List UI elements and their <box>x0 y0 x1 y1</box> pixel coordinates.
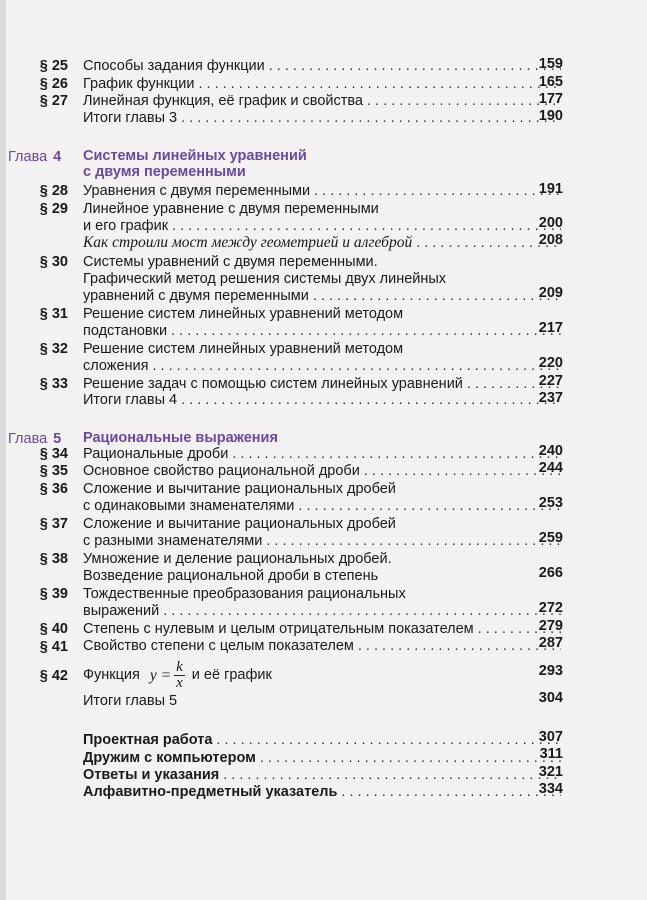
page-number: 311 <box>539 746 563 762</box>
section-number: § 33 <box>39 376 68 392</box>
toc-entry[interactable]: Степень с нулевым и целым отрицательным показателем . . . <box>83 621 565 638</box>
page-number: 227 <box>538 373 563 389</box>
page-number: 177 <box>538 91 563 107</box>
section-number: § 34 <box>39 446 68 462</box>
toc-entry-line[interactable]: Системы уравнений с двумя переменными. <box>83 254 378 270</box>
page-number: 159 <box>538 56 563 72</box>
page-number: 240 <box>538 443 563 459</box>
toc-entry[interactable]: Способы задания функции . . . <box>83 58 565 75</box>
toc-entry[interactable]: сложения . . . <box>83 358 565 375</box>
toc-entry-function[interactable]: Функция y = $\frac{k}{x}$ и её график <box>83 658 272 691</box>
page-number: 220 <box>538 355 563 371</box>
page-number: 209 <box>538 285 563 301</box>
section-number: § 29 <box>39 201 68 217</box>
page-number: 191 <box>538 181 563 197</box>
section-number: § 25 <box>39 58 68 74</box>
toc-entry[interactable]: График функции . . . <box>83 76 565 93</box>
section-number: § 30 <box>39 254 68 270</box>
appendix-entry[interactable]: Проектная работа . . . <box>83 732 565 749</box>
toc-entry-line[interactable]: Умножение и деление рациональных дробей. <box>83 551 392 567</box>
toc-entry[interactable]: Уравнения с двумя переменными . . . <box>83 183 565 200</box>
chapter-title[interactable]: Рациональные выражения <box>83 430 278 446</box>
section-number: § 41 <box>39 639 68 655</box>
formula: y = <box>149 666 172 684</box>
page-number: 237 <box>538 390 563 406</box>
section-number: § 40 <box>39 621 68 637</box>
page-number: 190 <box>538 108 563 124</box>
page-number: 293 <box>538 663 563 679</box>
chapter-summary[interactable]: Итоги главы 3 . . . <box>83 110 565 127</box>
toc-entry[interactable]: Возведение рациональной дроби в степень <box>83 568 379 584</box>
section-number: § 27 <box>39 93 68 109</box>
page-number: 165 <box>538 74 563 90</box>
toc-entry[interactable]: и его график . . . <box>83 218 565 235</box>
page-number: 266 <box>538 565 563 581</box>
page-number: 208 <box>538 232 563 248</box>
section-number: § 26 <box>39 76 68 92</box>
toc-entry-extra[interactable]: Как строили мост между геометрией и алгеброй . . . <box>83 234 565 252</box>
appendix-entry[interactable]: Алфавитно-предметный указатель . . . <box>83 784 565 801</box>
toc-entry[interactable]: выражений . . . <box>83 603 565 620</box>
toc-entry[interactable]: с одинаковыми знаменателями . . . <box>83 498 565 515</box>
chapter-title[interactable]: Системы линейных уравнений с двумя переменными <box>83 148 307 180</box>
section-number: § 32 <box>39 341 68 357</box>
toc-entry[interactable]: с разными знаменателями . . . <box>83 533 565 550</box>
page-number: 307 <box>538 729 563 745</box>
section-number: § 37 <box>39 516 68 532</box>
page-number: 244 <box>538 460 563 476</box>
section-number: § 42 <box>39 668 68 684</box>
toc-entry[interactable]: подстановки . . . <box>83 323 565 340</box>
toc-entry-line[interactable]: Сложение и вычитание рациональных дробей <box>83 516 396 532</box>
page-number: 272 <box>538 600 563 616</box>
toc-entry[interactable]: Решение задач с помощью систем линейных уравнений . . . <box>83 376 565 393</box>
chapter-summary[interactable]: Итоги главы 4 . . . <box>83 392 565 409</box>
page-number: 321 <box>538 764 563 780</box>
section-number: § 38 <box>39 551 68 567</box>
toc-entry[interactable]: Линейная функция, её график и свойства . . . <box>83 93 565 110</box>
toc-entry[interactable]: уравнений с двумя переменными . . . <box>83 288 565 305</box>
section-number: § 35 <box>39 463 68 479</box>
chapter-label: Глава 4 <box>8 149 62 165</box>
page-number: 279 <box>538 618 563 634</box>
toc-entry-line[interactable]: Сложение и вычитание рациональных дробей <box>83 481 396 497</box>
section-number: § 39 <box>39 586 68 602</box>
toc-entry-line[interactable]: Решение систем линейных уравнений методом <box>83 341 404 357</box>
chapter-summary[interactable]: Итоги главы 5 <box>83 693 178 709</box>
toc-entry-line[interactable]: Тождественные преобразования рациональных <box>83 586 406 602</box>
chapter-label: Глава 5 <box>8 431 62 447</box>
toc-entry[interactable]: Основное свойство рациональной дроби . . . <box>83 463 565 480</box>
toc-entry-line[interactable]: Линейное уравнение с двумя переменными <box>83 201 379 217</box>
section-number: § 28 <box>39 183 68 199</box>
fraction: $\frac{k}{x}$ <box>176 658 183 691</box>
toc-entry-line[interactable]: Решение систем линейных уравнений методом <box>83 306 404 322</box>
appendix-entry[interactable]: Ответы и указания . . . <box>83 767 565 784</box>
page-number: 334 <box>538 781 563 797</box>
page-number: 304 <box>538 690 563 706</box>
section-number: § 36 <box>39 481 68 497</box>
page-number: 200 <box>538 215 563 231</box>
section-number: § 31 <box>39 306 68 322</box>
page-number: 253 <box>538 495 563 511</box>
toc-entry[interactable]: Рациональные дроби . . . <box>83 446 565 463</box>
page-number: 259 <box>538 530 563 546</box>
page-number: 287 <box>538 635 563 651</box>
page-number: 217 <box>538 320 563 336</box>
appendix-entry[interactable]: Дружим с компьютером . . . <box>83 750 565 767</box>
toc-entry[interactable]: Свойство степени с целым показателем . . . <box>83 638 565 655</box>
toc-entry-line[interactable]: Графический метод решения системы двух линейных <box>83 271 447 287</box>
